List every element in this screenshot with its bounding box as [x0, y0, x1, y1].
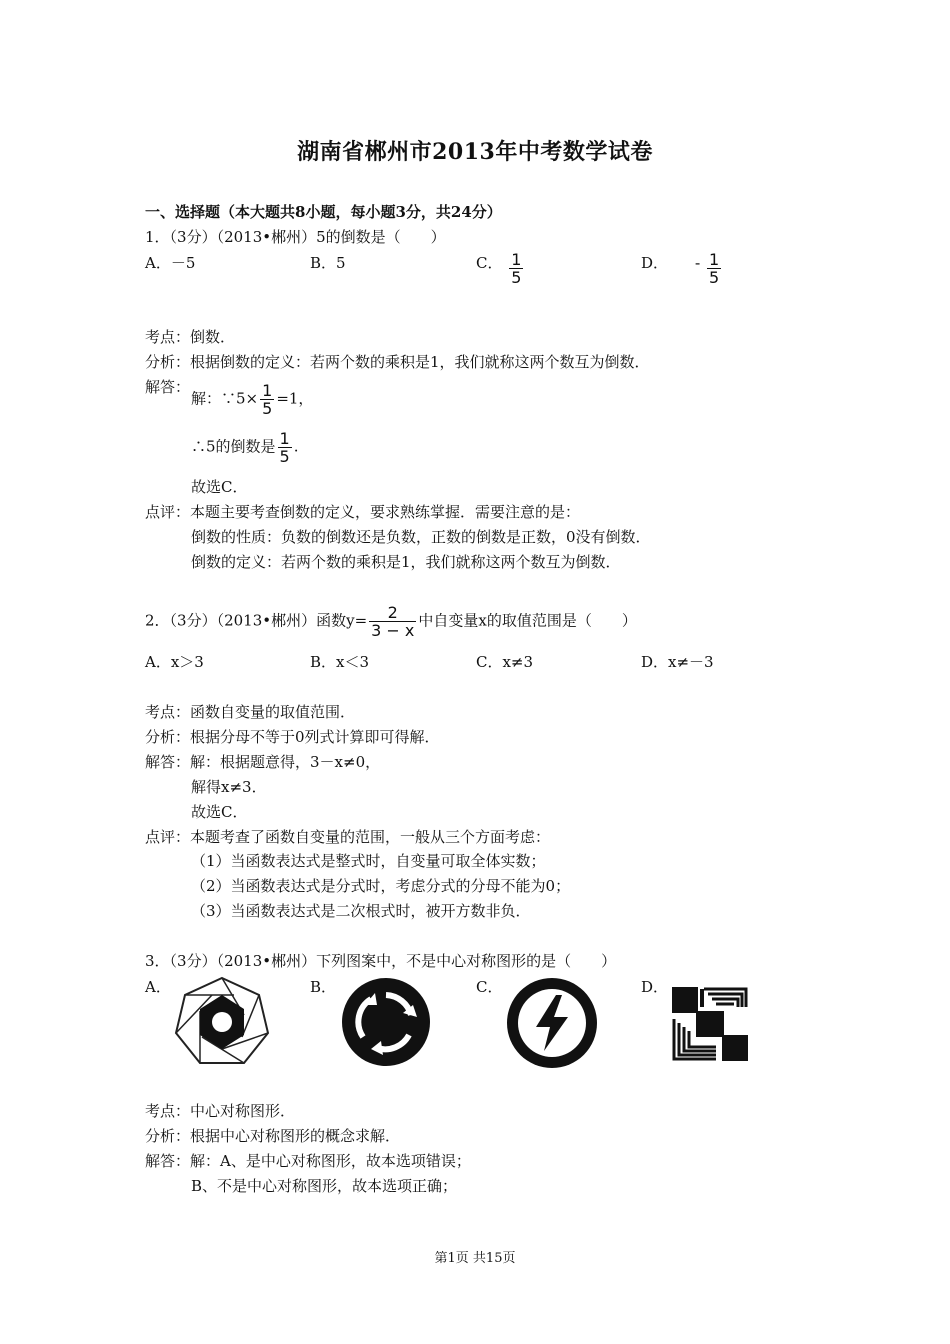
q1-option-c — [476, 250, 525, 287]
q1-option-c-fraction — [509, 251, 523, 286]
q3-option-c-label: C． — [476, 978, 503, 996]
q3-stem: 3．（3分）（2013•郴州）下列图案中，不是中心对称图形的是（ ） — [145, 952, 617, 970]
q2-dianping: 点评：本题考查了函数自变量的范围，一般从三个方面考虑： — [145, 828, 551, 846]
fraction-denominator: 5 — [709, 268, 720, 287]
q1-stem: 1．（3分）（2013•郴州）5的倒数是（ ） — [145, 228, 446, 246]
q1-jieda-label: 解答： — [145, 378, 191, 396]
fraction-numerator: 1 — [511, 250, 522, 269]
q1-solution-line3: 故选C． — [191, 478, 248, 496]
q1-solution-line1 — [191, 382, 313, 417]
q2-jieda: 解答：解：根据题意得，3－x≠0， — [145, 753, 381, 771]
fraction-numerator: 1 — [279, 429, 290, 448]
q2-solution-line2: 解得x≠3． — [191, 778, 267, 796]
q1-dianping-line3: 倒数的定义：若两个数的乘积是1，我们就称这两个数互为倒数． — [191, 553, 621, 571]
q1-solution-line2 — [191, 430, 299, 465]
fraction-denominator: 3 − x — [371, 621, 415, 640]
solution-fraction — [278, 430, 292, 465]
q2-dianping-line2: （1）当函数表达式是整式时，自变量可取全体实数； — [191, 852, 546, 870]
q2-option-d: D．x≠－3 — [641, 653, 714, 671]
q1-option-d-sign: - — [694, 254, 701, 272]
q2-stem-text: 2．（3分）（2013•郴州）函数y= — [145, 611, 368, 630]
solution-text: =1， — [276, 389, 314, 408]
fraction-numerator: 2 — [369, 604, 416, 622]
q1-option-a: A．－5 — [145, 254, 196, 272]
q3-figure-c-lightning — [506, 977, 598, 1069]
solution-text: 解：∵5× — [191, 389, 259, 408]
fraction-denominator: 5 — [279, 447, 290, 466]
solution-fraction — [260, 382, 274, 417]
q1-dianping-line2: 倒数的性质：负数的倒数还是负数，正数的倒数是正数，0没有倒数． — [191, 528, 651, 546]
q1-option-c-label: C． — [476, 254, 503, 272]
q2-stem-text: 中自变量x的取值范围是（ ） — [418, 611, 637, 630]
q3-option-a-label: A． — [145, 978, 171, 996]
q3-kaodian: 考点：中心对称图形． — [145, 1102, 296, 1120]
q2-dianping-line3: （2）当函数表达式是分式时，考虑分式的分母不能为0； — [191, 877, 571, 895]
q2-solution-line3: 故选C． — [191, 803, 248, 821]
q2-fenxi: 分析：根据分母不等于0列式计算即可得解． — [145, 728, 440, 746]
q1-option-d — [641, 250, 723, 287]
q1-kaodian: 考点：倒数． — [145, 328, 236, 346]
q1-option-b: B．5 — [310, 254, 346, 272]
q2-kaodian: 考点：函数自变量的取值范围． — [145, 703, 356, 721]
q3-fenxi: 分析：根据中心对称图形的概念求解． — [145, 1127, 401, 1145]
q3-jieda: 解答：解：A、是中心对称图形，故本选项错误； — [145, 1152, 471, 1170]
q2-option-c: C．x≠3 — [476, 653, 534, 671]
page-footer: 第1页 共15页 — [434, 1251, 516, 1266]
fraction-numerator: 1 — [709, 250, 720, 269]
q3-option-d-label: D． — [641, 978, 669, 996]
q3-option-b-label: B． — [310, 978, 337, 996]
fraction-denominator: 5 — [262, 399, 273, 418]
q3-solution-line2: B、不是中心对称图形，故本选项正确； — [191, 1177, 458, 1195]
q1-dianping: 点评：本题主要考查倒数的定义，要求熟练掌握．需要注意的是： — [145, 503, 581, 521]
q1-option-d-label: D． — [641, 254, 669, 272]
fraction-denominator: 5 — [511, 268, 522, 287]
q1-option-d-fraction — [707, 251, 721, 286]
solution-text: ∴5的倒数是 — [191, 437, 276, 456]
q1-fenxi: 分析：根据倒数的定义：若两个数的乘积是1，我们就称这两个数互为倒数． — [145, 353, 650, 371]
q2-option-b: B．x＜3 — [310, 653, 370, 671]
q3-figure-a-heptagon — [174, 975, 270, 1067]
solution-text: . — [293, 437, 299, 456]
page-title: 湖南省郴州市2013年中考数学试卷 — [297, 139, 653, 165]
q3-figure-d-squares — [670, 985, 750, 1063]
q2-stem — [145, 604, 637, 639]
q2-option-a: A．x＞3 — [145, 653, 204, 671]
fraction-numerator: 1 — [262, 381, 273, 400]
section-heading: 一、选择题（本大题共8小题，每小题3分，共24分） — [145, 203, 502, 221]
q2-function-fraction — [369, 604, 416, 639]
q3-figure-b-circular-arrows — [341, 977, 431, 1067]
q2-dianping-line4: （3）当函数表达式是二次根式时，被开方数非负． — [191, 902, 531, 920]
